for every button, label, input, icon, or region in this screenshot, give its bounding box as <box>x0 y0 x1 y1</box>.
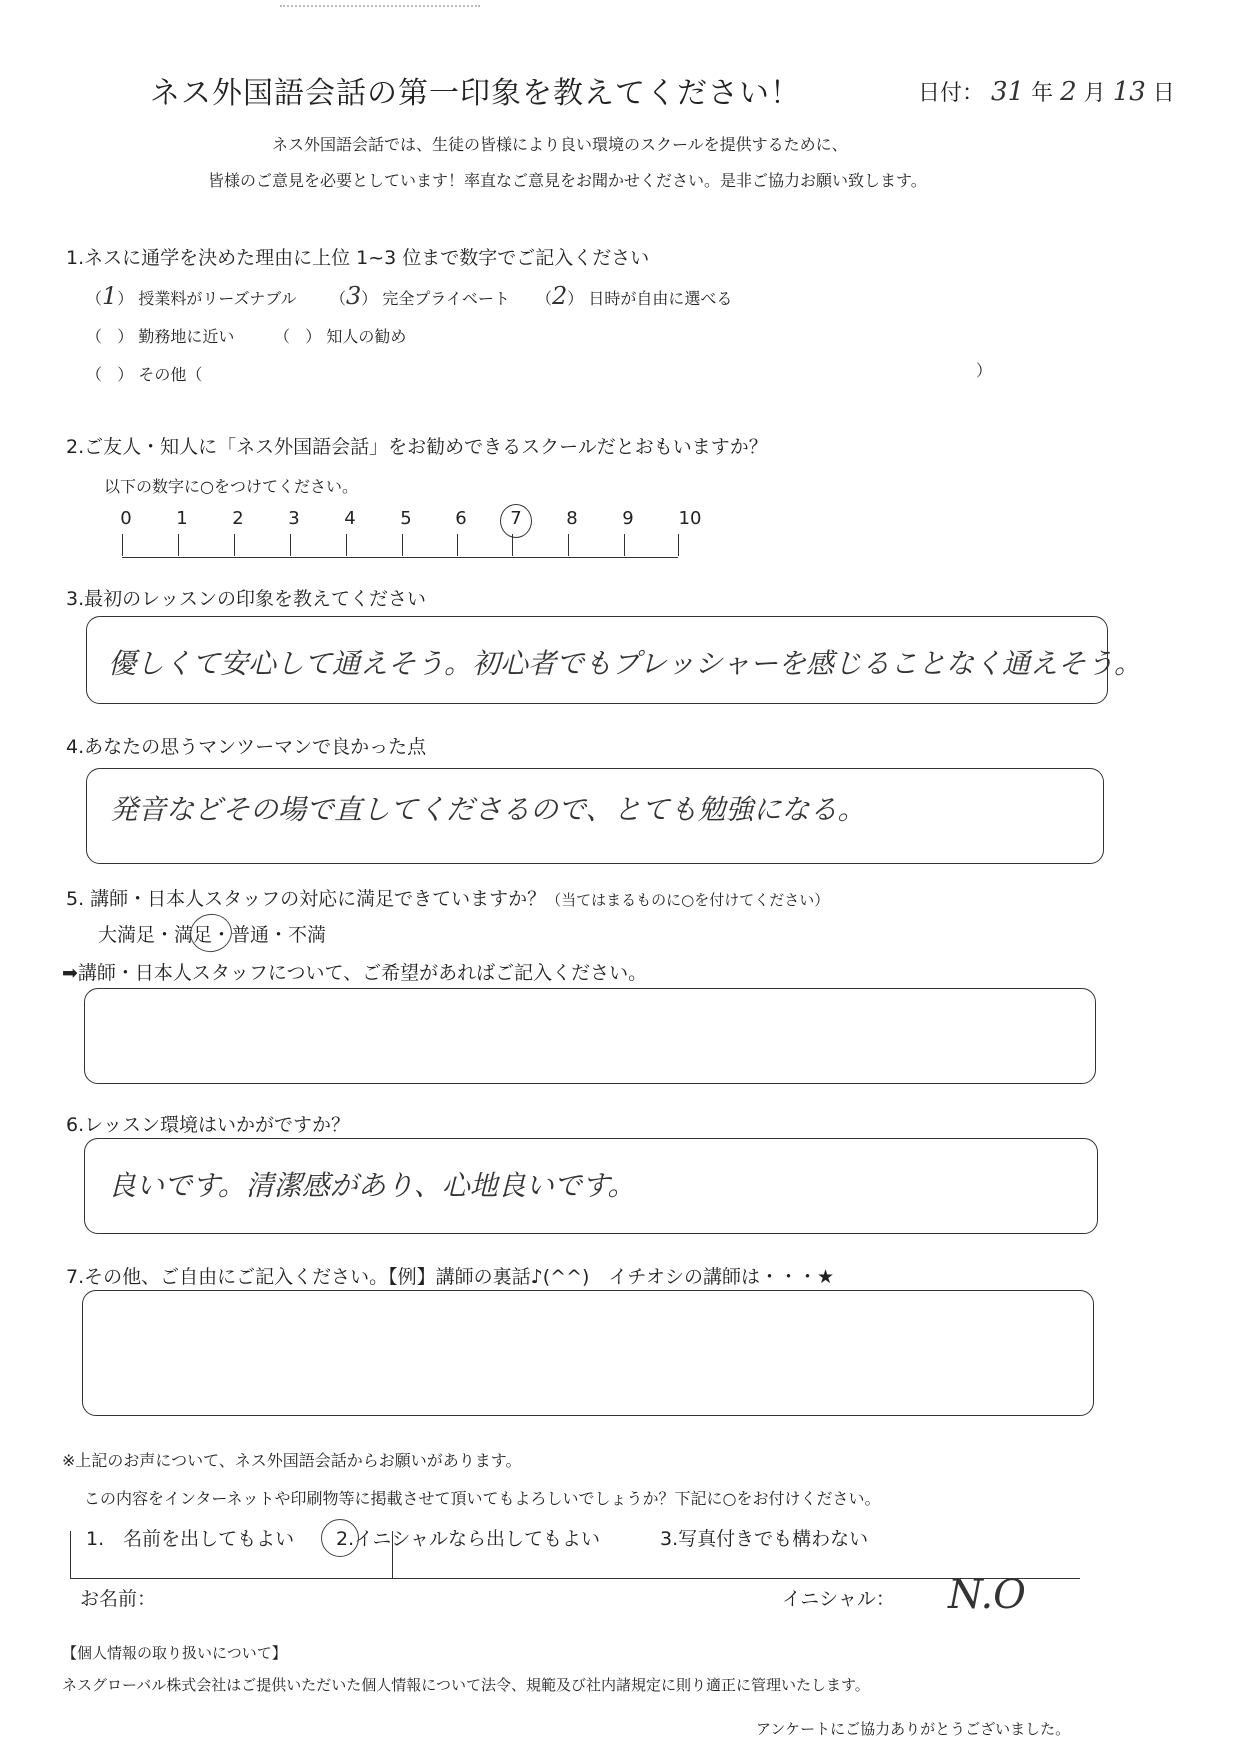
q1-rank-tuition: 1 <box>102 282 118 310</box>
scale-tick <box>402 534 403 556</box>
intro-line-2: 皆様のご意見を必要としています！率直なご意見をお聞かせください。是非ご協力お願い致します。 <box>208 171 927 190</box>
q6-answer-text: 良いです。清潔感があり、心地良いです。 <box>108 1169 636 1202</box>
date-field <box>918 76 1175 107</box>
scale-number[interactable]: 4 <box>344 508 356 529</box>
name-box-left-border <box>70 1531 71 1578</box>
q1-rank-near-work <box>102 320 117 348</box>
q1-option-other[interactable]: （ ） その他（ <box>86 358 202 386</box>
initial-label: イニシャル： <box>782 1588 895 1610</box>
scale-number[interactable]: 10 <box>678 508 702 529</box>
date-label: 日付： <box>918 81 985 106</box>
date-month[interactable]: 2 <box>1060 77 1077 107</box>
q3-question: 3.最初のレッスンの印象を教えてください <box>66 588 426 610</box>
selection-circle <box>187 911 235 956</box>
q2-instruction: 以下の数字に○をつけてください。 <box>104 477 358 496</box>
scale-tick <box>678 534 679 556</box>
name-label: お名前： <box>80 1588 157 1610</box>
q1-rank-schedule: 2 <box>552 282 568 310</box>
date-month-unit: 月 <box>1083 81 1106 106</box>
consent-option-initial[interactable]: 2.イニシャルなら出してもよい <box>336 1528 600 1550</box>
scale-tick <box>624 534 625 556</box>
scale-number[interactable]: 1 <box>176 508 188 529</box>
q1-rank-referral <box>290 320 305 348</box>
rating-scale-line <box>122 557 678 558</box>
privacy-text: ネスグローバル株式会社はご提供いただいた個人情報について法令、規範及び社内諸規定に則り適正に管理いたします。 <box>62 1676 870 1694</box>
q1-other-close: ） <box>976 361 993 380</box>
name-box-divider <box>392 1531 393 1578</box>
scale-tick <box>178 534 179 556</box>
page-title: ネス外国語会話の第一印象を教えてください！ <box>150 76 801 111</box>
scale-number[interactable]: 8 <box>566 508 578 529</box>
scale-number[interactable]: 2 <box>232 508 244 529</box>
q4-answer-text: 発音などその場で直してくださるので、とても勉強になる。 <box>110 793 866 826</box>
intro-line-1: ネス外国語会話では、生徒の皆様により良い環境のスクールを提供するために、 <box>272 135 848 154</box>
consent-option-name[interactable]: 1. 名前を出してもよい <box>86 1528 295 1550</box>
scale-tick <box>512 534 513 556</box>
q7-answer-box[interactable] <box>82 1290 1094 1416</box>
initial-input[interactable]: N.O <box>948 1572 1026 1618</box>
date-year-unit: 年 <box>1031 81 1054 106</box>
q1-option-referral[interactable]: （ ） 知人の勧め <box>274 320 406 348</box>
q5-choices[interactable]: 大満足・満足・普通・不満 <box>98 924 327 946</box>
q1-rank-other <box>102 358 117 386</box>
q4-question: 4.あなたの思うマンツーマンで良かった点 <box>66 736 427 758</box>
scale-number[interactable]: 5 <box>400 508 412 529</box>
scale-number[interactable]: 9 <box>622 508 634 529</box>
q5-answer-box[interactable] <box>84 988 1096 1084</box>
scale-tick <box>457 534 458 556</box>
q6-question: 6.レッスン環境はいかがですか？ <box>66 1114 350 1136</box>
date-day[interactable]: 13 <box>1112 77 1146 107</box>
privacy-heading: 【個人情報の取り扱いについて】 <box>62 1644 287 1662</box>
scale-number[interactable]: 3 <box>288 508 300 529</box>
selection-circle <box>500 504 532 538</box>
date-year[interactable]: 31 <box>991 77 1025 107</box>
q1-option-tuition[interactable]: （1） 授業料がリーズナブル <box>86 282 297 310</box>
date-day-unit: 日 <box>1152 81 1175 106</box>
q7-question: 7.その他、ご自由にご記入ください。【例】講師の裏話♪(^^) イチオシの講師は・・・★ <box>66 1266 835 1288</box>
q1-rank-private: 3 <box>346 282 362 310</box>
q5-question: 5. 講師・日本人スタッフの対応に満足できていますか？（当てはまるものに○を付けてください） <box>66 888 830 910</box>
q1-option-near-work[interactable]: （ ） 勤務地に近い <box>86 320 234 348</box>
q1-option-schedule[interactable]: （2） 日時が自由に選べる <box>536 282 733 310</box>
name-box-underline <box>70 1578 1080 1579</box>
scale-tick <box>290 534 291 556</box>
consent-option-photo[interactable]: 3.写真付きでも構わない <box>660 1528 869 1550</box>
scale-number-selected[interactable]: 7 <box>510 508 522 529</box>
scale-tick <box>346 534 347 556</box>
q5-followup: ➡講師・日本人スタッフについて、ご希望があればご記入ください。 <box>62 962 648 984</box>
consent-note: ※上記のお声について、ネス外国語会話からお願いがあります。 <box>62 1451 522 1470</box>
scan-artifact <box>280 5 480 10</box>
scale-tick <box>568 534 569 556</box>
consent-request: この内容をインターネットや印刷物等に掲載させて頂いてもよろしいでしょうか？下記に○をお付けください。 <box>84 1489 881 1508</box>
scale-number[interactable]: 0 <box>120 508 132 529</box>
q2-question: 2.ご友人・知人に「ネス外国語会話」をお勧めできるスクールだとおもいますか？ <box>66 436 768 458</box>
q3-answer-text: 優しくて安心して通えそう。初心者でもプレッシャーを感じることなく通えそう。 <box>108 647 1143 680</box>
selection-circle <box>321 1519 359 1557</box>
scale-number[interactable]: 6 <box>455 508 467 529</box>
q1-question: 1.ネスに通学を決めた理由に上位 1~3 位まで数字でご記入ください <box>66 247 650 269</box>
scale-tick <box>122 534 123 556</box>
q1-option-private[interactable]: （3） 完全プライベート <box>330 282 510 310</box>
thanks-message: アンケートにご協力ありがとうございました。 <box>756 1720 1071 1738</box>
scale-tick <box>234 534 235 556</box>
